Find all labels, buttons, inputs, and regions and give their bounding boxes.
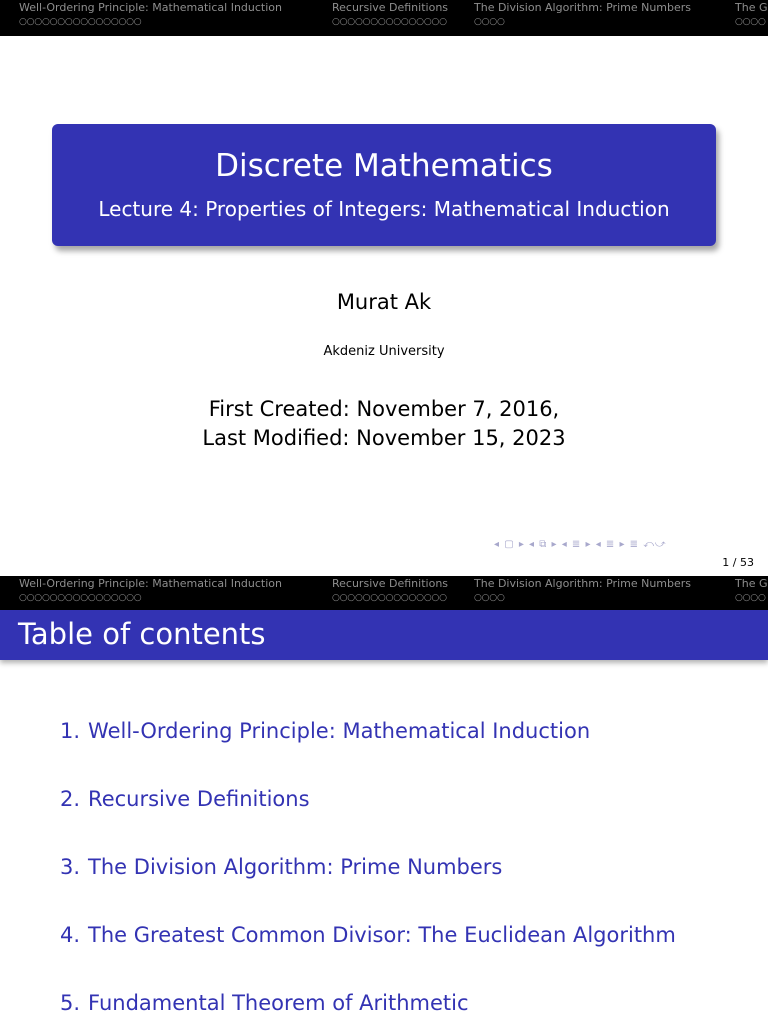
- toc-item-number: 3.: [60, 855, 81, 879]
- nav-subsection-dots[interactable]: ○○○○○○○○○○○○○○○○: [19, 593, 142, 603]
- presentation-title: Discrete Mathematics: [215, 148, 553, 184]
- nav-subsection-dots[interactable]: ○○○○: [735, 17, 766, 27]
- nav-subsection-dots[interactable]: ○○○○: [735, 593, 766, 603]
- table-of-contents-slide: [0, 576, 768, 1024]
- toc-item-number: 2.: [60, 787, 81, 811]
- author-name: Murat Ak: [336, 290, 432, 314]
- page-number: 1 / 53: [722, 556, 754, 569]
- toc-item-label[interactable]: Fundamental Theorem of Arithmetic: [88, 991, 469, 1015]
- frame-title-bar: [0, 610, 768, 660]
- nav-section-label[interactable]: Recursive Definitions: [332, 1, 449, 14]
- nav-subsection-dots[interactable]: ○○○○○○○○○○○○○○○: [332, 17, 447, 27]
- beamer-navigation-controls[interactable]: ◂ ▢ ▸ ◂ ⧉ ▸ ◂ ≣ ▸ ◂ ≣ ▸ ≣ ⤺⤻: [494, 539, 667, 550]
- nav-section-label[interactable]: The G: [735, 1, 768, 14]
- toc-item-number: 4.: [60, 923, 81, 947]
- toc-item-fundamental-theorem[interactable]: [60, 991, 469, 1015]
- section-navigation-bar: [0, 576, 768, 610]
- title-block: [52, 124, 716, 246]
- nav-section-label[interactable]: The G: [735, 577, 768, 590]
- nav-subsection-dots[interactable]: ○○○○○○○○○○○○○○○○: [19, 17, 142, 27]
- modified-date: Last Modified: November 15, 2023: [202, 426, 566, 450]
- toc-item-number: 1.: [60, 719, 81, 743]
- date-block: [0, 395, 768, 453]
- toc-item-well-ordering[interactable]: [60, 719, 590, 743]
- nav-section-label[interactable]: Well-Ordering Principle: Mathematical Induction: [19, 1, 282, 14]
- toc-item-greatest-common-divisor[interactable]: [60, 923, 676, 947]
- nav-subsection-dots[interactable]: ○○○○○○○○○○○○○○○: [332, 593, 447, 603]
- toc-item-label[interactable]: The Greatest Common Divisor: The Euclidean Algorithm: [88, 923, 676, 947]
- toc-item-label[interactable]: Well-Ordering Principle: Mathematical Induction: [88, 719, 591, 743]
- nav-section-label[interactable]: Recursive Definitions: [332, 577, 449, 590]
- toc-item-label[interactable]: The Division Algorithm: Prime Numbers: [88, 855, 503, 879]
- toc-item-number: 5.: [60, 991, 81, 1015]
- toc-item-division-algorithm[interactable]: [60, 855, 502, 879]
- created-date: First Created: November 7, 2016,: [208, 397, 560, 421]
- nav-section-label[interactable]: The Division Algorithm: Prime Numbers: [474, 577, 692, 590]
- toc-item-recursive-definitions[interactable]: [60, 787, 310, 811]
- nav-section-label[interactable]: Well-Ordering Principle: Mathematical Induction: [19, 577, 282, 590]
- toc-item-label[interactable]: Recursive Definitions: [88, 787, 310, 811]
- frame-title: Table of contents: [18, 617, 266, 651]
- presentation-subtitle: Lecture 4: Properties of Integers: Mathematical Induction: [98, 197, 670, 221]
- section-navigation-bar: [0, 0, 768, 36]
- nav-subsection-dots[interactable]: ○○○○: [474, 17, 505, 27]
- nav-subsection-dots[interactable]: ○○○○: [474, 593, 505, 603]
- nav-section-label[interactable]: The Division Algorithm: Prime Numbers: [474, 1, 692, 14]
- institute-name: Akdeniz University: [323, 344, 445, 359]
